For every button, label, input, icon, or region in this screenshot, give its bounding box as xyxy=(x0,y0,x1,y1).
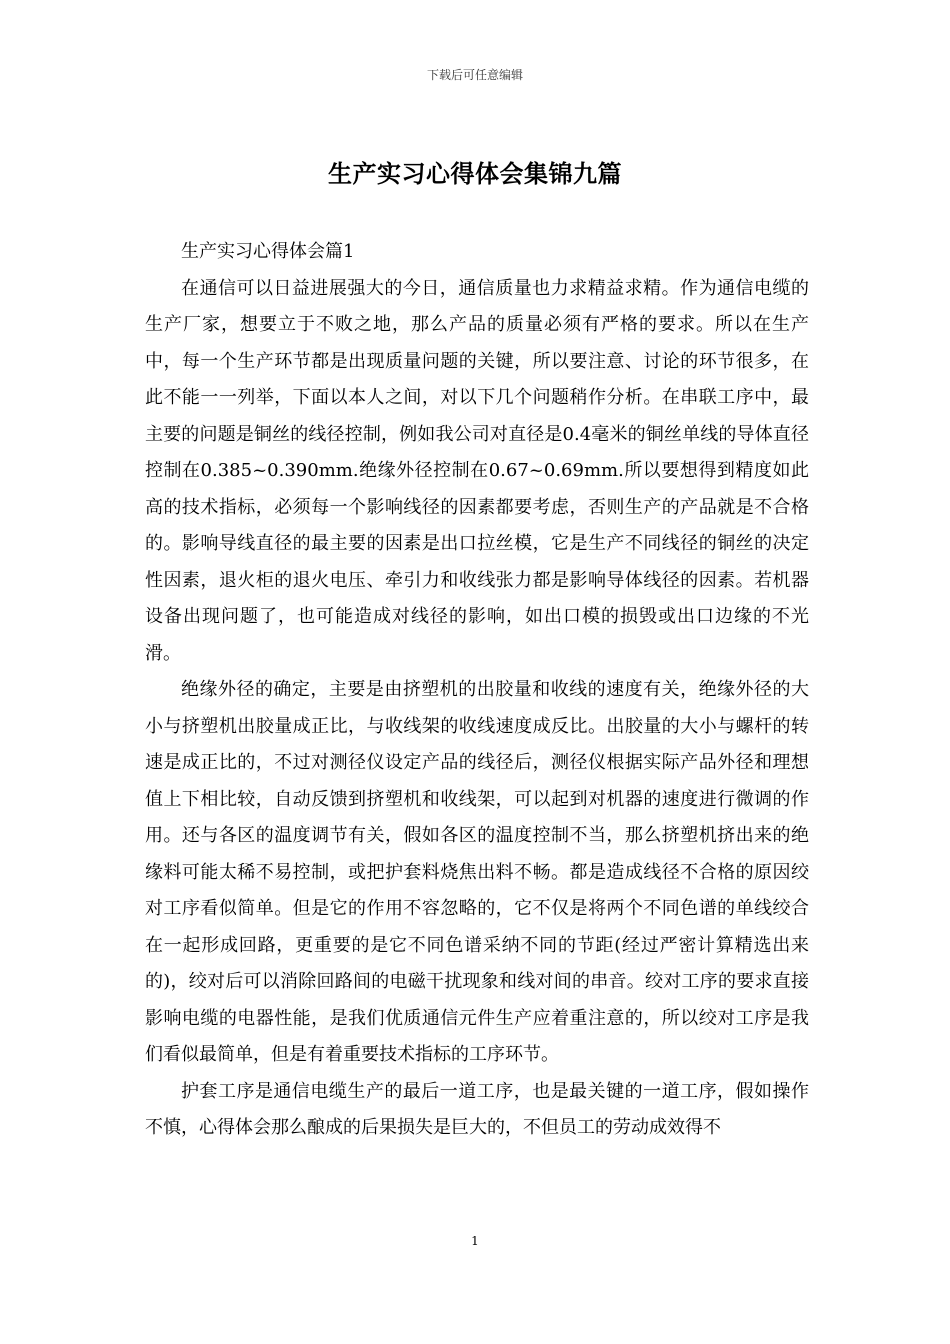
document-title: 生产实习心得体会集锦九篇 xyxy=(328,159,622,188)
paragraph-3: 护套工序是通信电缆生产的最后一道工序，也是最关键的一道工序，假如操作不慎，心得体会那么酿成的后果损失是巨大的，不但员工的劳动成效得不 xyxy=(145,1080,809,1138)
document-body xyxy=(145,234,809,1147)
page-number: 1 xyxy=(471,1234,479,1248)
header-note: 下载后可任意编辑 xyxy=(426,68,523,82)
section-heading: 生产实习心得体会篇1 xyxy=(181,241,355,262)
paragraph-1: 在通信可以日益进展强大的今日，通信质量也力求精益求精。作为通信电缆的生产厂家，想要立于不败之地，那么产品的质量必须有严格的要求。所以在生产中，每一个生产环节都是出现质量问题的关键，所以要注意、讨论的环节很多，在此不能一一列举，下面以本人之间，对以下几个问题稍作分析。在串联工序中，最主要的问题是铜丝的线径控制，例如我公司对直径是0.4毫米的铜丝单线的导体直径控制在0.385~0.390mm.绝缘外径控制在0.67~0.69mm.所以要想得到精度如此高的技术指标，必须每一个影响线径的因素都要考虑，否则生产的产品就是不合格的。影响导线直径的最主要的因素是出口拉丝模，它是生产不同线径的铜丝的决定性因素，退火柜的退火电压、牵引力和收线张力都是影响导体线径的因素。若机器设备出现问题了，也可能造成对线径的影响，如出口模的损毁或出口边缘的不光滑。 xyxy=(145,277,809,664)
paragraph-2: 绝缘外径的确定，主要是由挤塑机的出胶量和收线的速度有关，绝缘外径的大小与挤塑机出胶量成正比，与收线架的收线速度成反比。出胶量的大小与螺杆的转速是成正比的，不过对测径仪设定产品的线径后，测径仪根据实际产品外径和理想值上下相比较，自动反馈到挤塑机和收线架，可以起到对机器的速度进行微调的作用。还与各区的温度调节有关，假如各区的温度控制不当，那么挤塑机挤出来的绝缘料可能太稀不易控制，或把护套料烧焦出料不畅。都是造成线径不合格的原因绞对工序看似简单。但是它的作用不容忽略的，它不仅是将两个不同色谱的单线绞合在一起形成回路，更重要的是它不同色谱采纳不同的节距(经过严密计算精选出来的)，绞对后可以消除回路间的电磁干扰现象和线对间的串音。绞对工序的要求直接影响电缆的电器性能，是我们优质通信元件生产应着重注意的，所以绞对工序是我们看似最简单，但是有着重要技术指标的工序环节。 xyxy=(145,679,809,1065)
